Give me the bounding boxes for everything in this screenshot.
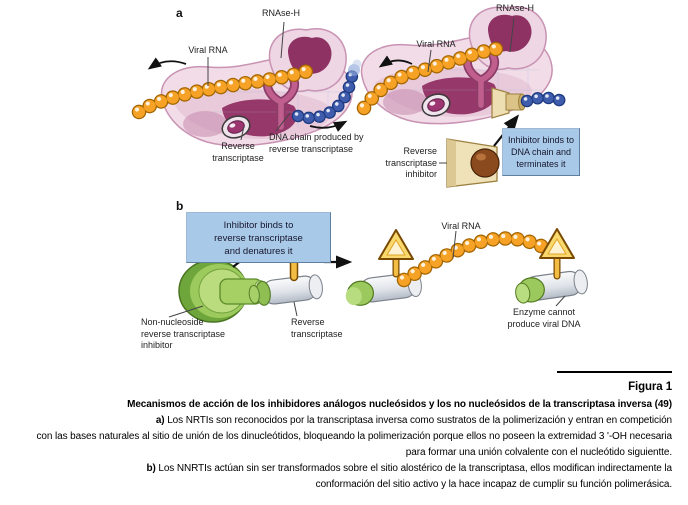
dna-chain-a-right — [526, 96, 567, 103]
figure-caption — [0, 371, 672, 493]
rt-cylinder-b1 — [248, 274, 324, 307]
denatured-site-b2 — [379, 230, 413, 274]
reverse-transcriptase-label-b: Reverse transcriptase — [291, 317, 343, 339]
caption-a-line1: a) Los NRTIs son reconocidos por la transcriptasa inversa como sustratos de la polimerización y entran en competición — [155, 415, 672, 426]
viral-rna-label-b: Viral RNA — [441, 221, 481, 231]
caption-a-line2: con las bases naturales al sitio de unión de los dinucleótidos, bloqueando la polimerización porque ellos no poseen la extremidad 3 '-OH necesaria — [36, 431, 672, 442]
callout-inhibitor-terminates: Inhibitor binds to DNA chain and terminates it — [502, 128, 580, 176]
denatured-site-b3 — [540, 229, 574, 276]
caption-title: Mecanismos de acción de los inhibidores análogos nucleósidos y los no nucleósidos de la transcriptasa inversa (49) — [127, 399, 672, 410]
caption-b-line2: conformación del sitio activo y la hace incapaz de cumplir su función polimerásica. — [315, 479, 672, 490]
nnrti-label: Non-nucleoside reverse transcriptase inhibitor — [141, 317, 226, 350]
rnase-h-label-a-left: RNAse-H — [261, 8, 300, 18]
rt-inhibitor-label: Reverse transcriptase inhibitor — [385, 146, 437, 179]
panel-b-letter: b — [176, 199, 184, 213]
enzyme-cannot-label: Enzyme cannot produce viral DNA — [507, 307, 581, 329]
rt-cylinder-b3 — [514, 269, 589, 304]
dna-chain-label-a-left: DNA chain produced by reverse transcriptase — [269, 132, 364, 154]
viral-rna-label-a-left: Viral RNA — [188, 45, 228, 55]
callout-inhibitor-denatures: Inhibitor binds to reverse transcriptase and denatures it — [186, 212, 331, 263]
viral-rna-label-a-right: Viral RNA — [416, 39, 456, 49]
caption-b-line1: b) Los NNRTIs actúan sin ser transformados sobre el sitio alostérico de la transcriptasa, ellos modifican indirectamente la — [146, 463, 672, 474]
reverse-transcriptase-label-a-left: Reverse transcriptase — [212, 141, 264, 163]
viral-rna-chain-b — [402, 236, 549, 280]
figure-number: Figura 1 — [628, 381, 672, 393]
panel-a-letter: a — [176, 6, 183, 20]
caption-a-prefix: a) — [155, 415, 165, 426]
rt-inhibitor-graphic — [447, 139, 499, 187]
caption-divider — [557, 371, 672, 373]
rnase-h-label-a-right: RNAse-H — [495, 3, 534, 13]
caption-a-line3: para formar una unión colvalente con el nucleótido siguientte. — [405, 447, 672, 458]
caption-b-prefix: b) — [146, 463, 156, 474]
